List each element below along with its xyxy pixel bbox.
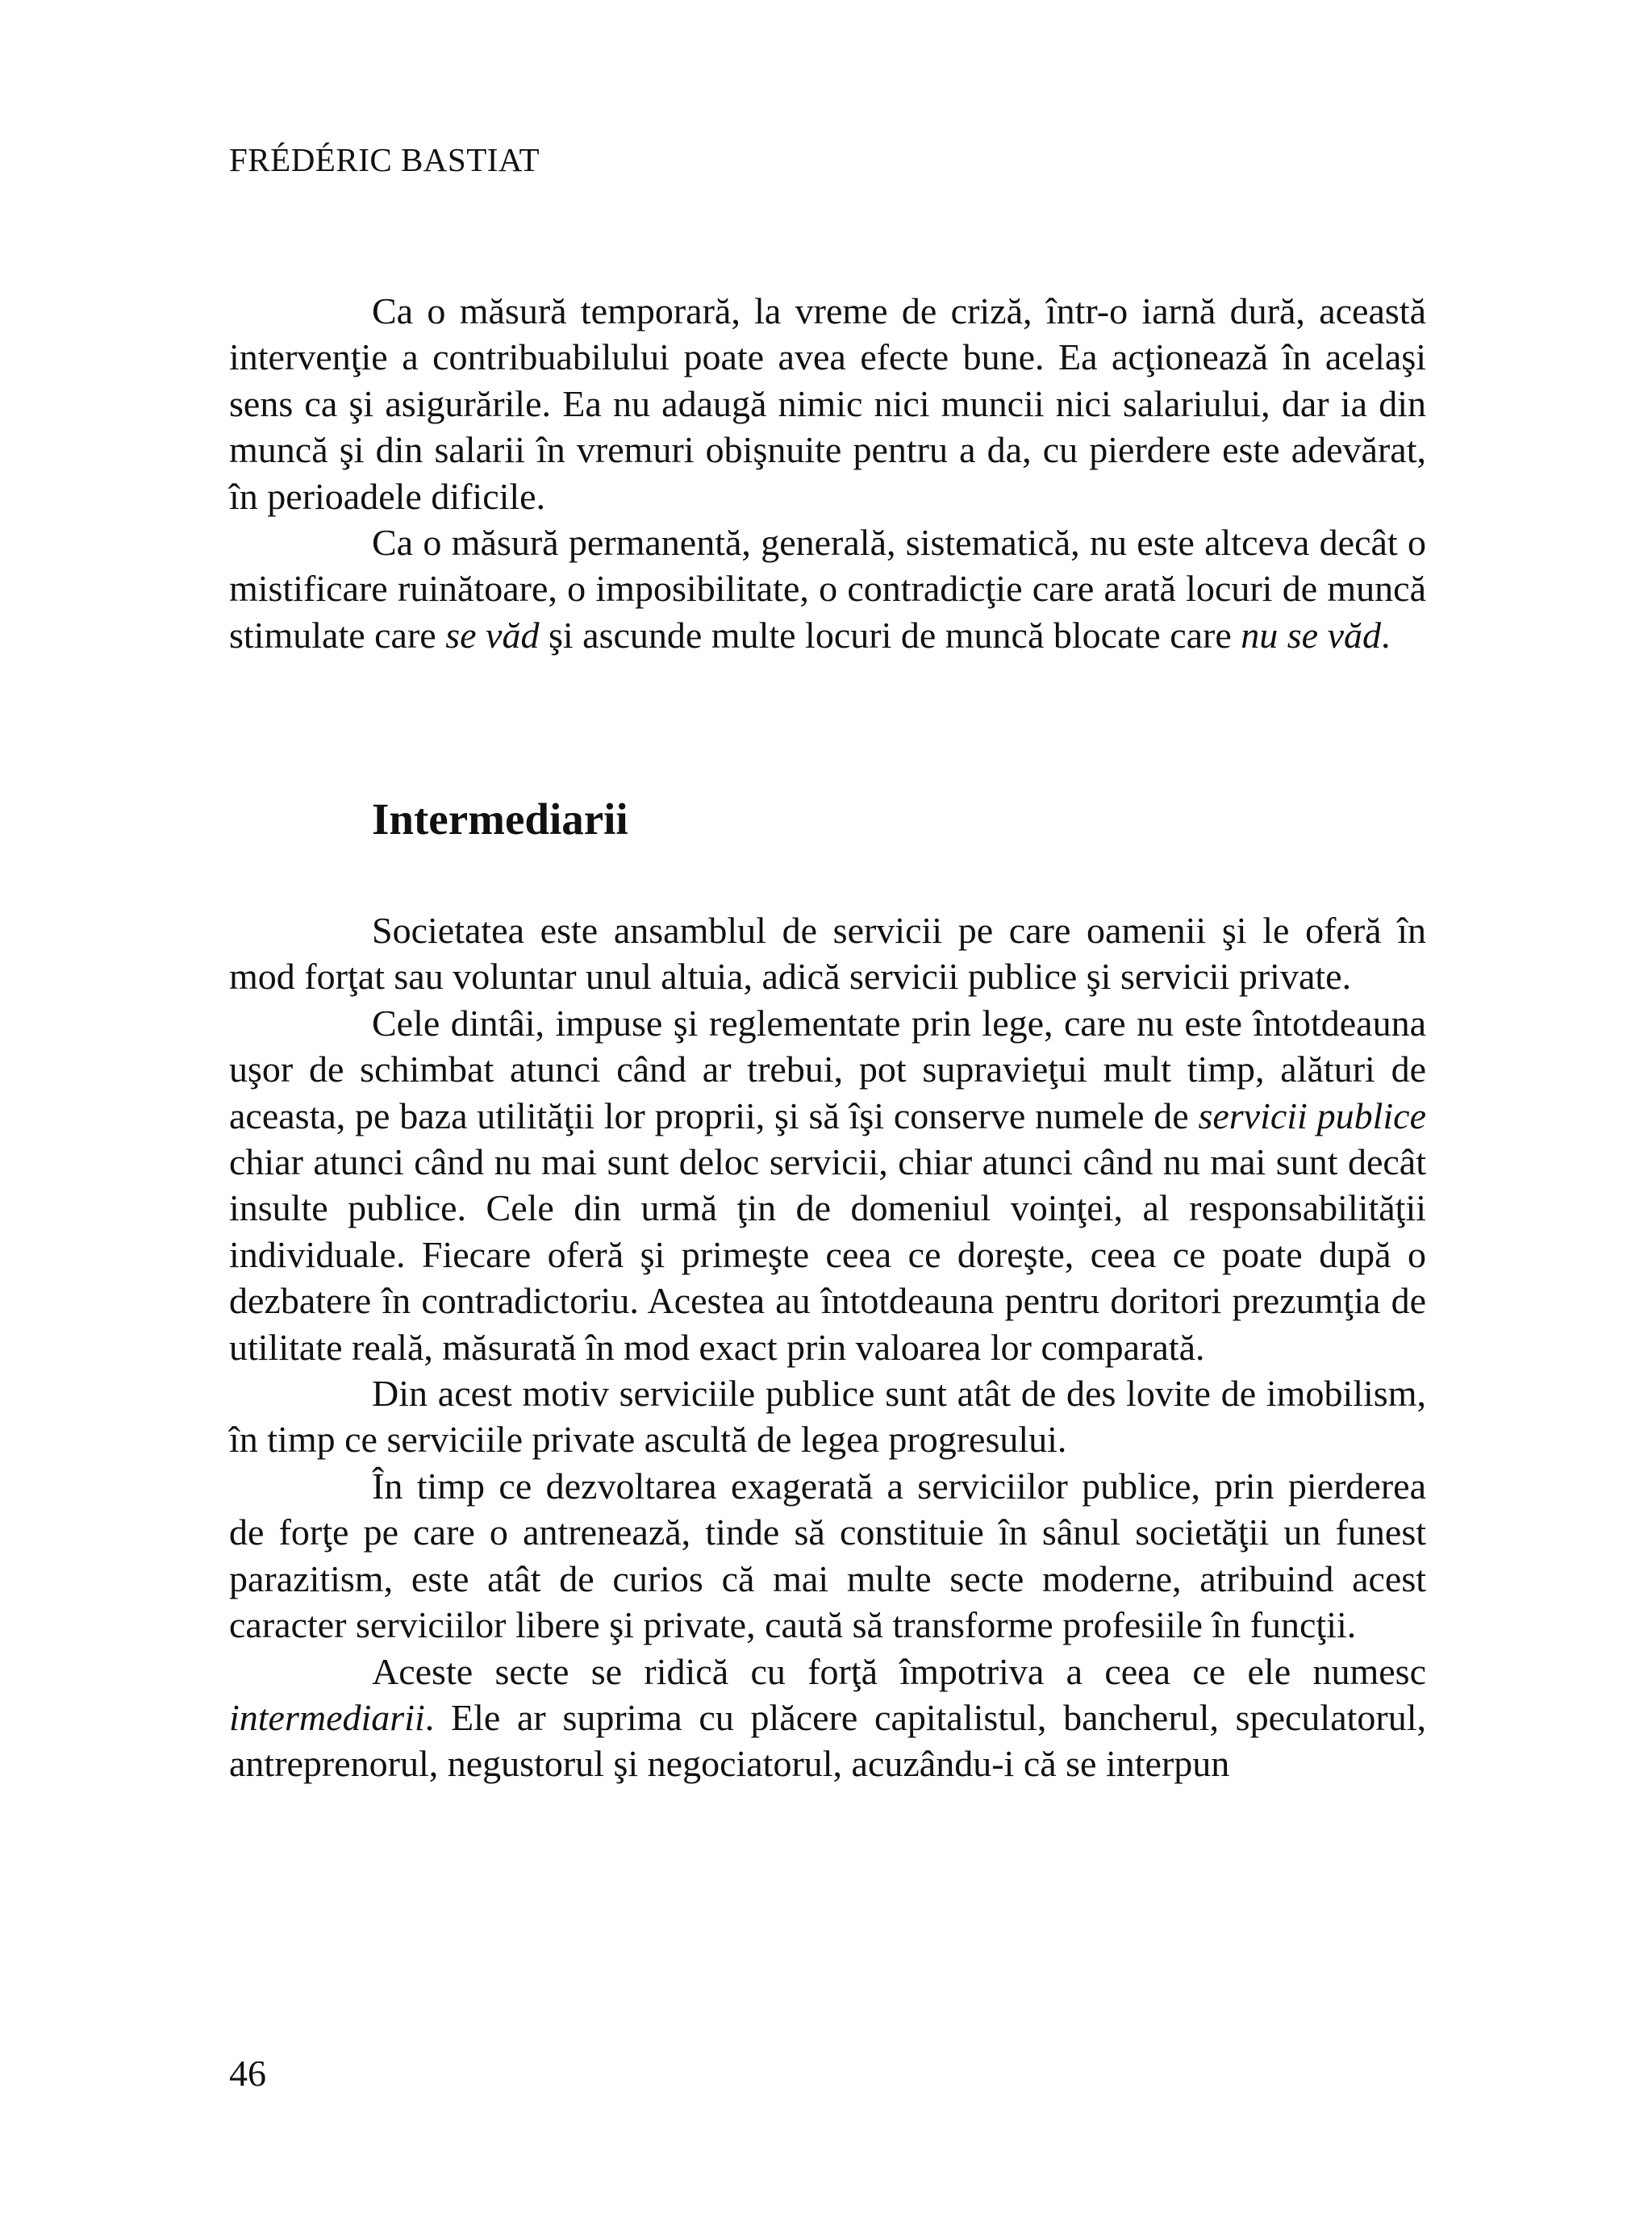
emphasis-text: intermediarii <box>229 1696 425 1738</box>
paragraph <box>229 1000 1426 1370</box>
emphasis-text: nu se văd <box>1241 614 1382 656</box>
paragraph-text: Din acest motiv serviciile publice sunt atât de des lovite de imobilism, în timp ce serviciile private ascultă de legea progresului. <box>229 1373 1426 1461</box>
paragraph-text: În timp ce dezvoltarea exagerată a serviciilor publice, prin pierderea de forţe pe care o antrenează, tinde să constituie în sânul societăţii un funest parazitism, este atât de curios că mai multe secte moderne, atribuind acest caracter serviciilor libere şi private, caută să transforme profesiile în funcţii. <box>229 1465 1426 1646</box>
section-title: Intermediarii <box>372 794 628 844</box>
paragraph-text: Aceste secte se ridică cu forţă împotriva a ceea ce ele numesc <box>372 1650 1426 1692</box>
paragraph <box>229 288 1426 519</box>
emphasis-text: servicii publice <box>1198 1094 1427 1136</box>
paragraph <box>229 1649 1426 1787</box>
paragraph-text: . <box>1381 614 1391 656</box>
paragraph <box>229 907 1426 1000</box>
paragraph-text: Societatea este ansamblul de servicii pe care oamenii şi le oferă în mod forţat sau voluntar unul altuia, adică servicii publice şi servicii private. <box>229 910 1426 998</box>
page-number: 46 <box>229 2053 266 2094</box>
paragraph-text: chiar atunci când nu mai sunt deloc servicii, chiar atunci când nu mai sunt decât insulte publice. Cele din urmă ţin de domeniul voinţei, al responsabilităţii individuale. Fiecare oferă şi primeşte ceea ce doreşte, ceea ce poate după o dezbatere în contradictoriu. Acestea au întotdeauna pentru doritori prezumţia de utilitate reală, măsurată în mod exact prin valoarea lor comparată. <box>229 1141 1426 1368</box>
emphasis-text: se văd <box>445 614 540 656</box>
running-head: FRÉDÉRIC BASTIAT <box>229 141 540 178</box>
paragraph-text: Ca o măsură temporară, la vreme de criză, într-o iarnă dură, această intervenţie a contribuabilului poate avea efecte bune. Ea acţionează în acelaşi sens ca şi asigurările. Ea nu adaugă nimic nici muncii nici salariului, dar ia din muncă şi din salarii în vremuri obişnuite pentru a da, cu pierdere este adevărat, în perioadele dificile. <box>229 290 1426 517</box>
paragraph-text: . Ele ar suprima cu plăcere capitalistul, bancherul, speculatorul, antreprenorul, negustorul şi negociatorul, acuzându-i că se interpun <box>229 1696 1426 1785</box>
paragraph <box>229 1463 1426 1649</box>
paragraph <box>229 519 1426 658</box>
paragraph-text: Ca o măsură permanentă, generală, sistematică, nu este altceva decât o mistificare ruinătoare, o imposibilitate, o contradicţie care arată locuri de muncă stimulate care <box>229 522 1426 656</box>
paragraph-text: Cele dintâi, impuse şi reglementate prin lege, care nu este întotdeauna uşor de schimbat atunci când ar trebui, pot supravieţui mult timp, alături de aceasta, pe baza utilităţii lor proprii, şi să îşi conserve numele de <box>229 1002 1426 1136</box>
intro-text <box>229 288 1426 658</box>
section-text <box>229 907 1426 1787</box>
paragraph-text: şi ascunde multe locuri de muncă blocate care <box>539 614 1241 656</box>
paragraph <box>229 1370 1426 1463</box>
